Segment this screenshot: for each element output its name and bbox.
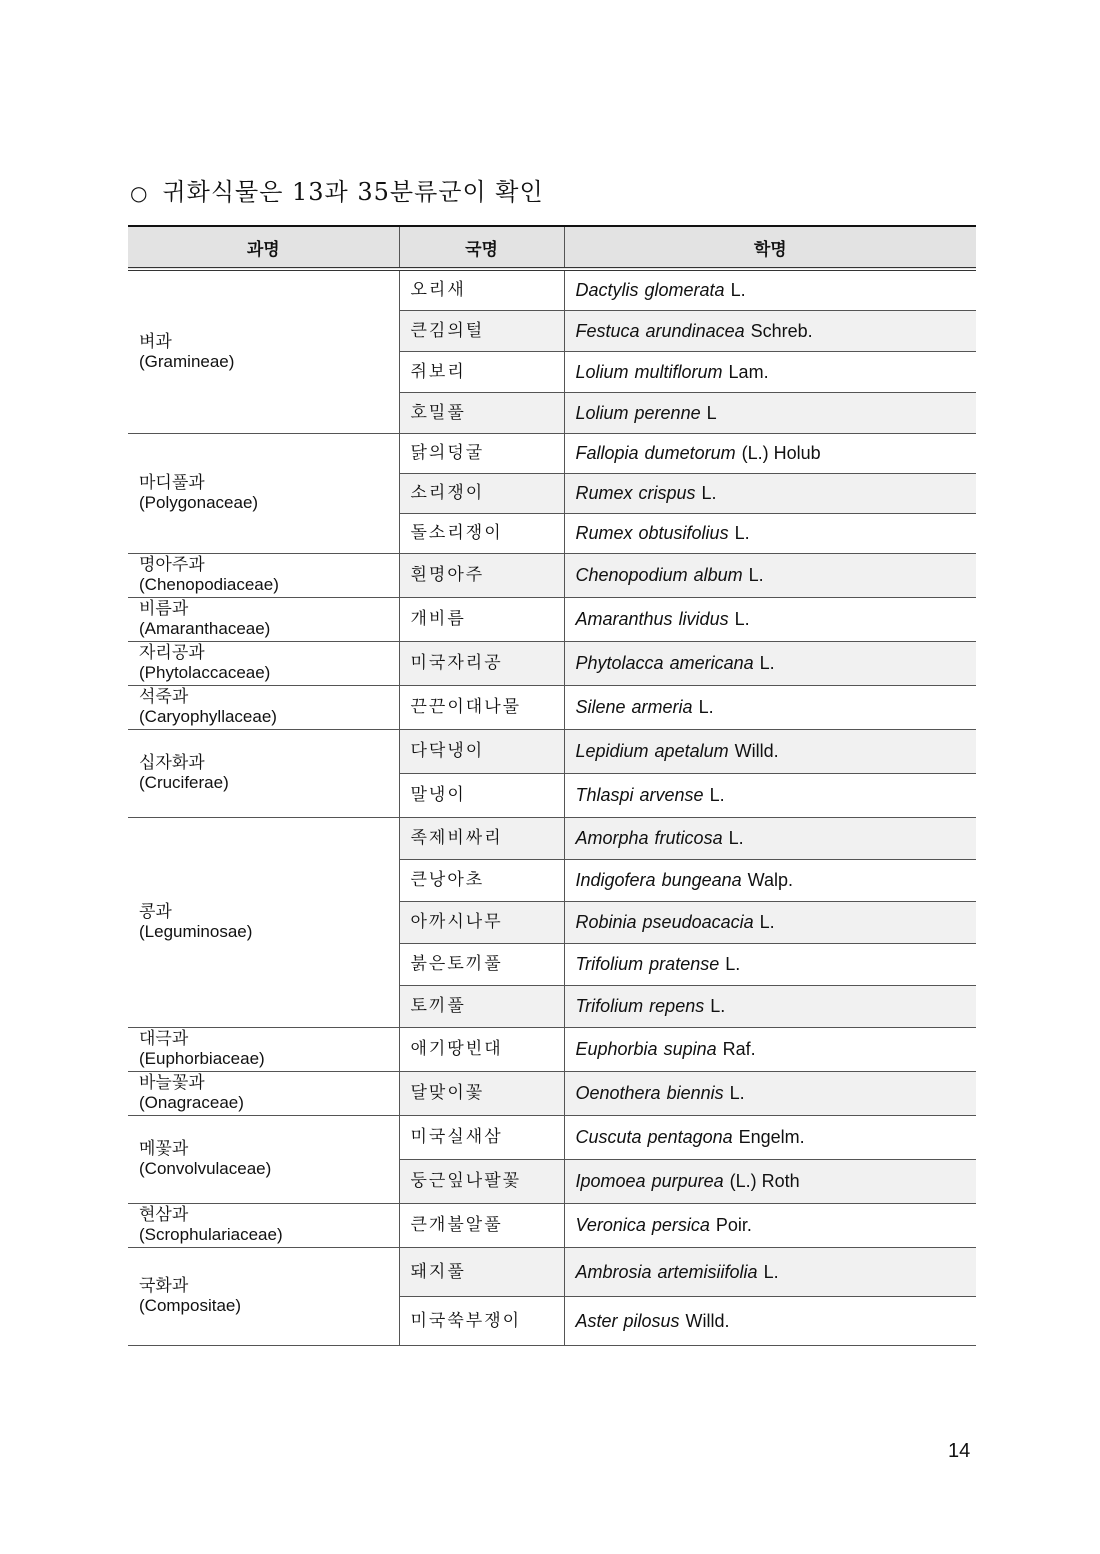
scientific-author: L. (748, 565, 764, 585)
scientific-name-cell (564, 1296, 976, 1345)
family-korean-name: 국화과 (139, 1276, 189, 1296)
scientific-genus: Trifolium (575, 996, 644, 1016)
scientific-species: obtusifolius (638, 523, 729, 543)
korean-name-cell: 아까시나무 (399, 901, 564, 943)
korean-name-cell: 소리쟁이 (399, 473, 564, 513)
family-cell (128, 1115, 399, 1203)
family-korean-name: 십자화과 (139, 753, 205, 773)
scientific-species: fruticosa (654, 828, 723, 848)
scientific-genus: Aster (575, 1310, 618, 1331)
korean-name-cell: 흰명아주 (399, 553, 564, 597)
scientific-name-cell (564, 859, 976, 901)
scientific-species: arundinacea (645, 320, 745, 341)
scientific-name-cell (564, 1027, 976, 1071)
header-korean-name: 국명 (399, 226, 564, 269)
scientific-author: L. (709, 785, 725, 805)
family-latin-name: (Polygonaceae) (139, 493, 259, 512)
family-cell (128, 685, 399, 729)
family-latin-name: (Euphorbiaceae) (139, 1049, 265, 1068)
scientific-species: armeria (631, 697, 693, 717)
scientific-genus: Silene (575, 697, 626, 717)
scientific-species: persica (651, 1215, 710, 1235)
scientific-genus: Amorpha (575, 828, 649, 848)
table-row (128, 1115, 976, 1159)
section-heading (130, 172, 544, 207)
korean-name-cell: 돌소리쟁이 (399, 513, 564, 553)
scientific-genus: Lolium (575, 402, 629, 423)
family-korean-name: 석죽과 (139, 687, 189, 707)
scientific-species: glomerata (644, 280, 725, 301)
scientific-genus: Rumex (575, 483, 633, 503)
scientific-name-cell (564, 513, 976, 553)
korean-name-cell: 큰낭아초 (399, 859, 564, 901)
scientific-species: pseudoacacia (642, 912, 754, 932)
scientific-genus: Fallopia (575, 443, 639, 463)
family-latin-name: (Amaranthaceae) (139, 619, 271, 638)
scientific-author: Lam. (728, 361, 769, 382)
table-row (128, 1203, 976, 1247)
korean-name-cell: 붉은토끼풀 (399, 943, 564, 985)
family-korean-name: 명아주과 (139, 555, 205, 575)
family-cell (128, 433, 399, 553)
family-latin-name: (Convolvulaceae) (139, 1159, 272, 1178)
korean-name-cell: 애기땅빈대 (399, 1027, 564, 1071)
scientific-genus: Trifolium (575, 954, 644, 974)
scientific-author: Poir. (715, 1215, 752, 1235)
page-number: 14 (948, 1440, 971, 1462)
family-cell (128, 269, 399, 433)
family-cell (128, 1247, 399, 1345)
korean-name-cell: 끈끈이대나물 (399, 685, 564, 729)
scientific-species: arvense (639, 785, 704, 805)
table-row (128, 1071, 976, 1115)
scientific-species: purpurea (651, 1171, 724, 1191)
scientific-species: crispus (638, 483, 696, 503)
scientific-name-cell (564, 943, 976, 985)
naturalized-plants-table (128, 225, 976, 1346)
scientific-name-cell (564, 1247, 976, 1296)
table-row (128, 597, 976, 641)
korean-name-cell: 오리새 (399, 269, 564, 310)
scientific-author: L. (734, 523, 750, 543)
scientific-name-cell (564, 597, 976, 641)
korean-name-cell: 미국쑥부쟁이 (399, 1296, 564, 1345)
scientific-author: L. (725, 954, 741, 974)
scientific-name-cell (564, 310, 976, 351)
korean-name-cell: 닭의덩굴 (399, 433, 564, 473)
family-cell (128, 1027, 399, 1071)
scientific-name-cell (564, 553, 976, 597)
scientific-species: perenne (634, 402, 701, 423)
scientific-author: Willd. (685, 1310, 730, 1331)
scientific-author: Schreb. (750, 320, 813, 341)
scientific-author: L (706, 402, 717, 423)
scientific-author: L. (698, 697, 714, 717)
scientific-name-cell (564, 817, 976, 859)
scientific-name-cell (564, 985, 976, 1027)
scientific-species: pratense (649, 954, 720, 974)
table-row (128, 729, 976, 773)
table-row (128, 641, 976, 685)
scientific-species: dumetorum (644, 443, 736, 463)
korean-name-cell: 둥근잎나팔꽃 (399, 1159, 564, 1203)
family-latin-name: (Scrophulariaceae) (139, 1225, 283, 1244)
scientific-genus: Chenopodium (575, 565, 688, 585)
scientific-genus: Cuscuta (575, 1127, 642, 1147)
scientific-name-cell (564, 392, 976, 433)
korean-name-cell: 다닥냉이 (399, 729, 564, 773)
scientific-author: Willd. (734, 741, 779, 761)
scientific-author: L. (759, 653, 775, 673)
korean-name-cell: 큰김의털 (399, 310, 564, 351)
scientific-name-cell (564, 685, 976, 729)
family-korean-name: 벼과 (139, 331, 172, 352)
family-cell (128, 1203, 399, 1247)
scientific-species: album (693, 565, 743, 585)
scientific-species: pentagona (647, 1127, 733, 1147)
heading-text: 귀화식물은 13과 35분류군이 확인 (162, 178, 544, 206)
family-cell (128, 597, 399, 641)
scientific-author: Walp. (747, 870, 793, 890)
scientific-author: (L.) Holub (741, 443, 821, 463)
korean-name-cell: 호밀풀 (399, 392, 564, 433)
scientific-author: (L.) Roth (729, 1171, 800, 1191)
header-scientific-name: 학명 (564, 226, 976, 269)
scientific-genus: Rumex (575, 523, 633, 543)
scientific-name-cell (564, 473, 976, 513)
scientific-name-cell (564, 641, 976, 685)
scientific-species: multiflorum (634, 361, 723, 382)
scientific-author: L. (763, 1261, 779, 1282)
family-korean-name: 비름과 (139, 599, 189, 619)
family-korean-name: 대극과 (139, 1029, 189, 1049)
family-cell (128, 729, 399, 817)
korean-name-cell: 돼지풀 (399, 1247, 564, 1296)
family-latin-name: (Caryophyllaceae) (139, 707, 277, 726)
scientific-genus: Euphorbia (575, 1039, 658, 1059)
scientific-name-cell (564, 773, 976, 817)
family-latin-name: (Cruciferae) (139, 773, 229, 792)
scientific-genus: Phytolacca (575, 653, 664, 673)
scientific-genus: Indigofera (575, 870, 656, 890)
family-latin-name: (Onagraceae) (139, 1093, 244, 1112)
table-row (128, 433, 976, 473)
scientific-species: pilosus (623, 1310, 680, 1331)
family-cell (128, 817, 399, 1027)
family-korean-name: 자리공과 (139, 643, 205, 663)
family-korean-name: 마디풀과 (139, 473, 205, 493)
scientific-name-cell (564, 1071, 976, 1115)
scientific-name-cell (564, 1203, 976, 1247)
scientific-species: biennis (666, 1083, 724, 1103)
family-cell (128, 641, 399, 685)
scientific-author: L. (701, 483, 717, 503)
scientific-author: L. (710, 996, 726, 1016)
scientific-genus: Dactylis (575, 280, 639, 301)
scientific-genus: Thlaspi (575, 785, 634, 805)
scientific-species: americana (669, 653, 754, 673)
table-row (128, 685, 976, 729)
family-cell (128, 1071, 399, 1115)
scientific-species: repens (649, 996, 705, 1016)
scientific-author: Raf. (722, 1039, 756, 1059)
scientific-author: Engelm. (738, 1127, 805, 1147)
korean-name-cell: 달맞이꽃 (399, 1071, 564, 1115)
scientific-author: L. (759, 912, 775, 932)
scientific-genus: Ambrosia (575, 1261, 652, 1282)
scientific-genus: Lepidium (575, 741, 649, 761)
family-latin-name: (Compositae) (139, 1296, 242, 1315)
family-korean-name: 바늘꽃과 (139, 1073, 205, 1093)
korean-name-cell: 미국자리공 (399, 641, 564, 685)
scientific-species: artemisiifolia (657, 1261, 758, 1282)
table-row (128, 269, 976, 310)
table-row (128, 1027, 976, 1071)
table-row (128, 1247, 976, 1296)
scientific-species: apetalum (654, 741, 729, 761)
korean-name-cell: 족제비싸리 (399, 817, 564, 859)
table-header-row (128, 226, 976, 269)
scientific-genus: Lolium (575, 361, 629, 382)
scientific-name-cell (564, 1159, 976, 1203)
korean-name-cell: 개비름 (399, 597, 564, 641)
family-latin-name: (Chenopodiaceae) (139, 575, 279, 594)
scientific-name-cell (564, 901, 976, 943)
family-korean-name: 현삼과 (139, 1205, 189, 1225)
korean-name-cell: 쥐보리 (399, 351, 564, 392)
korean-name-cell: 토끼풀 (399, 985, 564, 1027)
scientific-species: bungeana (661, 870, 742, 890)
scientific-genus: Oenothera (575, 1083, 661, 1103)
scientific-species: lividus (678, 609, 729, 629)
family-korean-name: 메꽃과 (139, 1139, 189, 1159)
scientific-genus: Robinia (575, 912, 637, 932)
korean-name-cell: 말냉이 (399, 773, 564, 817)
bullet-icon: ○ (130, 181, 149, 205)
table-body (128, 269, 976, 1345)
scientific-author: L. (734, 609, 750, 629)
family-cell (128, 553, 399, 597)
scientific-genus: Amaranthus (575, 609, 673, 629)
scientific-name-cell (564, 433, 976, 473)
scientific-author: L. (730, 280, 746, 301)
scientific-name-cell (564, 351, 976, 392)
header-family: 과명 (128, 226, 399, 269)
korean-name-cell: 미국실새삼 (399, 1115, 564, 1159)
scientific-genus: Veronica (575, 1215, 646, 1235)
table-row (128, 817, 976, 859)
korean-name-cell: 큰개불알풀 (399, 1203, 564, 1247)
family-latin-name: (Phytolaccaceae) (139, 663, 271, 682)
family-latin-name: (Gramineae) (139, 351, 235, 371)
table-row (128, 553, 976, 597)
scientific-species: supina (663, 1039, 717, 1059)
family-korean-name: 콩과 (139, 902, 172, 922)
scientific-name-cell (564, 1115, 976, 1159)
scientific-name-cell (564, 729, 976, 773)
family-latin-name: (Leguminosae) (139, 922, 253, 941)
scientific-author: L. (728, 828, 744, 848)
scientific-author: L. (729, 1083, 745, 1103)
scientific-name-cell (564, 269, 976, 310)
scientific-genus: Ipomoea (575, 1171, 646, 1191)
scientific-genus: Festuca (575, 320, 640, 341)
